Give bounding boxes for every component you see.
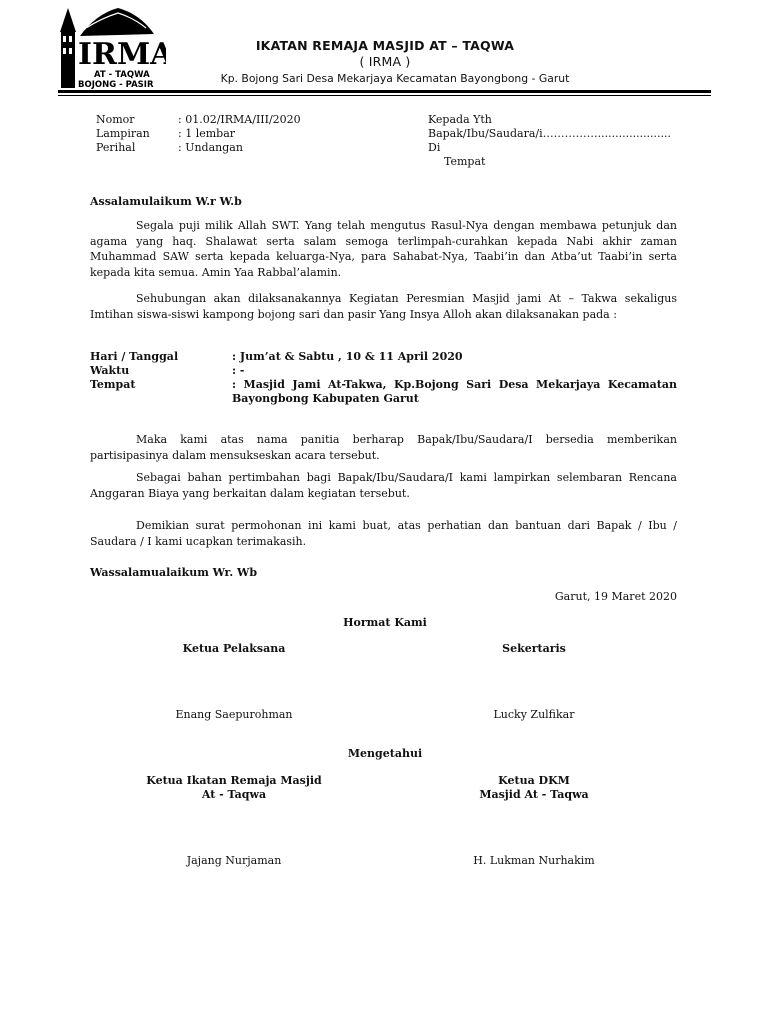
- detail-value: : Jum’at & Sabtu , 10 & 11 April 2020: [232, 350, 463, 363]
- recipient-line: Tempat: [444, 155, 486, 168]
- signer-title-line: Ketua DKM: [498, 774, 570, 787]
- meta-label: Nomor: [96, 113, 135, 126]
- signer-title-line: Masjid At - Taqwa: [479, 788, 589, 801]
- event-details: [90, 350, 677, 406]
- paragraph-3: [90, 432, 677, 463]
- org-abbreviation: ( IRMA ): [359, 54, 411, 69]
- signer-name-ketua-pelaksana: Enang Saepurohman: [175, 708, 293, 721]
- detail-row-time: [90, 364, 677, 378]
- signer-name-sekertaris: Lucky Zulfikar: [493, 708, 575, 721]
- signer-name-ketua-irma: Jajang Nurjaman: [186, 854, 282, 867]
- recipient-line: Di: [428, 141, 441, 154]
- meta-row-perihal: [96, 141, 301, 155]
- paragraph-1: [90, 218, 677, 280]
- paragraph-text: Demikian surat permohonan ini kami buat, atas perhatian dan bantuan dari Bapak / Ibu / Saudara / I kami ucapkan terimakasih.: [90, 519, 677, 548]
- paragraph-2: [90, 291, 677, 322]
- detail-value: : Masjid Jami At-Takwa, Kp.Bojong Sari Desa Mekarjaya Kecamatan Bayongbong Kabupaten Garut: [232, 378, 677, 405]
- place-date: Garut, 19 Maret 2020: [554, 590, 677, 603]
- meta-label: Lampiran: [96, 127, 150, 140]
- detail-row-place: [90, 378, 677, 406]
- paragraph-5: [90, 518, 677, 549]
- recipient-line: Kepada Yth: [428, 113, 492, 126]
- paragraph-4: [90, 470, 677, 501]
- signer-title-ketua-dkm: [414, 774, 654, 802]
- logo-text-bojong-pasir: BOJONG - PASIR: [78, 80, 154, 90]
- recipient-block: [428, 113, 671, 169]
- signer-title-line: At - Taqwa: [201, 788, 267, 801]
- meta-value: : 1 lembar: [178, 127, 236, 140]
- org-name: IKATAN REMAJA MASJID AT – TAQWA: [255, 38, 515, 53]
- meta-row-lampiran: [96, 127, 301, 141]
- paragraph-text: Maka kami atas nama panitia berharap Bapak/Ibu/Saudara/I bersedia memberikan partisipasinya dalam mensukseskan acara tersebut.: [90, 433, 677, 462]
- letter-meta: [96, 113, 301, 155]
- detail-label: Hari / Tanggal: [90, 350, 179, 363]
- meta-value: : Undangan: [178, 141, 243, 154]
- org-address: Kp. Bojong Sari Desa Mekarjaya Kecamatan Bayongbong - Garut: [220, 72, 570, 85]
- signer-name-ketua-dkm: H. Lukman Nurhakim: [473, 854, 595, 867]
- irma-logo: [56, 4, 166, 90]
- detail-label: Tempat: [90, 378, 136, 391]
- paragraph-text: Sehubungan akan dilaksanakannya Kegiatan Peresmian Masjid jami At – Takwa sekaligus Imtihan siswa-siswi kampong bojong sari dan pasir Yang Insya Alloh akan dilaksanakan pada :: [90, 292, 677, 321]
- signer-title-ketua-pelaksana: Ketua Pelaksana: [182, 642, 286, 655]
- logo-text-attaqwa: AT - TAQWA: [94, 70, 150, 80]
- detail-label: Waktu: [90, 364, 130, 377]
- hormat-kami: Hormat Kami: [343, 616, 427, 629]
- signer-title-sekertaris: Sekertaris: [502, 642, 566, 655]
- signer-title-line: Ketua Ikatan Remaja Masjid: [146, 774, 322, 787]
- paragraph-text: Sebagai bahan pertimbahan bagi Bapak/Ibu/Saudara/I kami lampirkan selembaran Rencana Anggaran Biaya yang berkaitan dalam kegiatan tersebut.: [90, 471, 677, 500]
- logo-text-irma: IRMA: [78, 37, 166, 72]
- mengetahui: Mengetahui: [347, 747, 423, 760]
- detail-value: : -: [232, 364, 245, 377]
- recipient-line: Bapak/Ibu/Saudara/i…………….....................: [428, 127, 672, 140]
- mosque-logo-icon: [56, 4, 166, 90]
- paragraph-text: Segala puji milik Allah SWT. Yang telah mengutus Rasul-Nya dengan membawa petunjuk dan agama yang haq. Shalawat serta salam semoga terlimpah-curahkan kepada Nabi akhir zaman Muhammad SAW serta kepada keluarga-Nya, para Sahabat-Nya, Taabi’in dan Atba’ut Taabi’in serta kepada kita semua. Amin Yaa Rabbal’alamin.: [90, 219, 677, 279]
- letterhead-rule-thin: [58, 95, 711, 96]
- meta-value: : 01.02/IRMA/III/2020: [178, 113, 301, 126]
- greeting: Assalamulaikum W.r W.b: [90, 195, 242, 208]
- meta-row-nomor: [96, 113, 301, 127]
- signer-title-ketua-irma: [114, 774, 354, 802]
- letterhead-rule-thick: [58, 90, 711, 93]
- detail-row-date: [90, 350, 677, 364]
- meta-label: Perihal: [96, 141, 136, 154]
- closing-greeting: Wassalamualaikum Wr. Wb: [90, 566, 258, 579]
